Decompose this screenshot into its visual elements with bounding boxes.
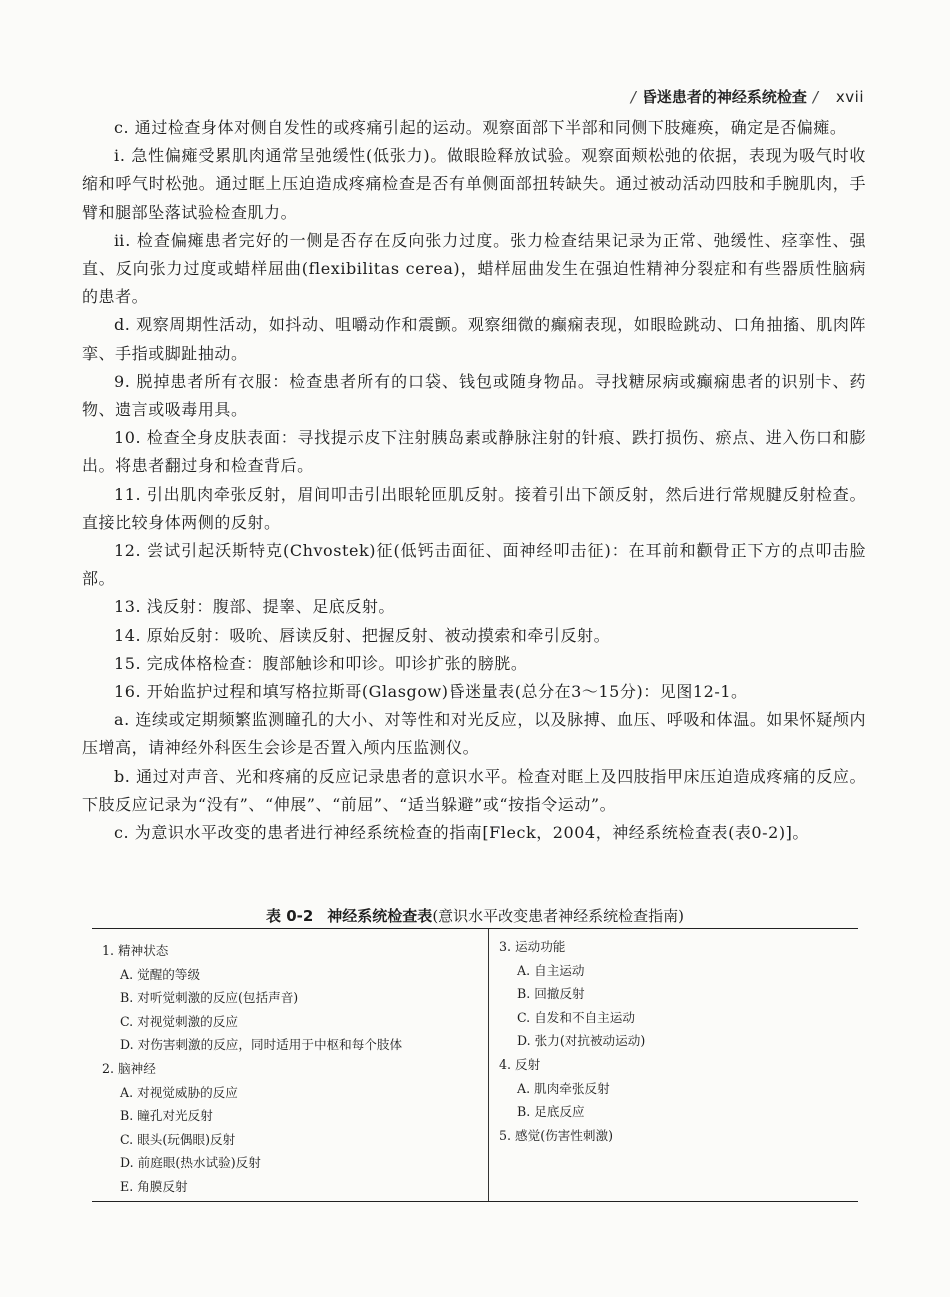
table-item: D. 前庭眼(热水试验)反射 xyxy=(120,1155,261,1171)
running-header xyxy=(631,86,864,107)
table-right-column xyxy=(489,929,858,1201)
header-slash-right: / xyxy=(812,88,818,106)
paragraph: ⅰ. 急性偏瘫受累肌肉通常呈弛缓性(低张力)。做眼睑释放试验。观察面颊松弛的依据，表现为吸气时收缩和呼气时松弛。通过眶上压迫造成疼痛检查是否有单侧面部扭转缺失。通过被动活动四肢和手腕肌肉，手臂和腿部坠落试验检查肌力。 xyxy=(82,146,866,222)
table-section-heading: 1. 精神状态 xyxy=(102,943,169,958)
paragraph: b. 通过对声音、光和疼痛的反应记录患者的意识水平。检查对眶上及四肢指甲床压迫造成疼痛的反应。下肢反应记录为“没有”、“伸展”、“前屈”、“适当躲避”或“按指令运动”。 xyxy=(82,766,866,814)
neuro-exam-table xyxy=(92,928,858,1202)
table-section-heading: 4. 反射 xyxy=(499,1056,541,1072)
chapter-title: 昏迷患者的神经系统检查 xyxy=(641,88,807,106)
table-item: A. 对视觉威胁的反应 xyxy=(120,1084,238,1100)
table-item: B. 对听觉刺激的反应(包括声音) xyxy=(120,990,299,1006)
table-item: B. 回撤反射 xyxy=(517,986,585,1002)
table-item: D. 对伤害刺激的反应，同时适用于中枢和每个肢体 xyxy=(120,1037,403,1053)
table-section-heading: 5. 感觉(伤害性刺激) xyxy=(499,1127,614,1143)
paragraph: a. 连续或定期频繁监测瞳孔的大小、对等性和对光反应，以及脉搏、血压、呼吸和体温。如果怀疑颅内压增高，请神经外科医生会诊是否置入颅内压监测仪。 xyxy=(82,710,866,758)
table-item: C. 自发和不自主运动 xyxy=(517,1009,635,1025)
paragraph: ⅱ. 检查偏瘫患者完好的一侧是否存在反向张力过度。张力检查结果记录为正常、弛缓性、痉挛性、强直、反向张力过度或蜡样屈曲(flexibilitas cerea)，蜡样屈曲发生在强迫性精神分裂症和有些器质性脑病的患者。 xyxy=(82,230,866,307)
table-section-heading: 3. 运动功能 xyxy=(499,939,566,954)
table-item: E. 角膜反射 xyxy=(120,1178,188,1194)
paragraph: 16. 开始监护过程和填写格拉斯哥(Glasgow)昏迷量表(总分在3～15分)：见图12-1。 xyxy=(114,682,748,702)
table-caption xyxy=(0,905,950,926)
paragraph: 10. 检查全身皮肤表面：寻找提示皮下注射胰岛素或静脉注射的针痕、跌打损伤、瘀点、进入伤口和膨出。将患者翻过身和检查背后。 xyxy=(82,428,866,476)
paragraph: 14. 原始反射：吸吮、唇读反射、把握反射、被动摸索和牵引反射。 xyxy=(114,625,611,645)
paragraph: 9. 脱掉患者所有衣服：检查患者所有的口袋、钱包或随身物品。寻找糖尿病或癫痫患者的识别卡、药物、遗言或吸毒用具。 xyxy=(82,371,866,420)
table-item: C. 眼头(玩偶眼)反射 xyxy=(120,1131,236,1147)
body-text xyxy=(82,114,866,847)
paragraph: d. 观察周期性活动，如抖动、咀嚼动作和震颤。观察细微的癫痫表现，如眼睑跳动、口角抽搐、肌肉阵挛、手指或脚趾抽动。 xyxy=(82,315,866,363)
paragraph: c. 通过检查身体对侧自发性的或疼痛引起的运动。观察面部下半部和同侧下肢瘫痪，确定是否偏瘫。 xyxy=(114,118,847,137)
paragraph: 12. 尝试引起沃斯特克(Chvostek)征(低钙击面征、面神经叩击征)：在耳前和颧骨正下方的点叩击脸部。 xyxy=(82,541,866,589)
table-item: D. 张力(对抗被动运动) xyxy=(517,1033,646,1049)
table-item: C. 对视觉刺激的反应 xyxy=(120,1013,238,1029)
table-item: B. 足底反应 xyxy=(517,1104,585,1120)
paragraph: 13. 浅反射：腹部、提睾、足底反射。 xyxy=(114,597,395,617)
table-number: 表 0-2 xyxy=(265,907,314,925)
table-title: 神经系统检查表 xyxy=(327,907,433,925)
paragraph: 15. 完成体格检查：腹部触诊和叩诊。叩诊扩张的膀胱。 xyxy=(114,653,528,673)
page-number: xvii xyxy=(835,88,864,106)
table-subtitle: (意识水平改变患者神经系统检查指南) xyxy=(432,907,685,925)
table-left-column xyxy=(92,929,489,1201)
paragraph: 11. 引出肌肉牵张反射，眉间叩击引出眼轮匝肌反射。接着引出下颌反射，然后进行常规腱反射检查。直接比较身体两侧的反射。 xyxy=(82,484,866,532)
table-item: A. 觉醒的等级 xyxy=(120,966,201,982)
paragraph: c. 为意识水平改变的患者进行神经系统检查的指南[Fleck，2004，神经系统检查表(表0-2)]。 xyxy=(114,823,809,843)
table-section-heading: 2. 脑神经 xyxy=(102,1060,156,1076)
header-slash-left: / xyxy=(630,88,636,106)
table-item: B. 瞳孔对光反射 xyxy=(120,1108,213,1124)
table-item: A. 自主运动 xyxy=(517,962,585,978)
table-item: A. 肌肉牵张反射 xyxy=(517,1080,610,1096)
